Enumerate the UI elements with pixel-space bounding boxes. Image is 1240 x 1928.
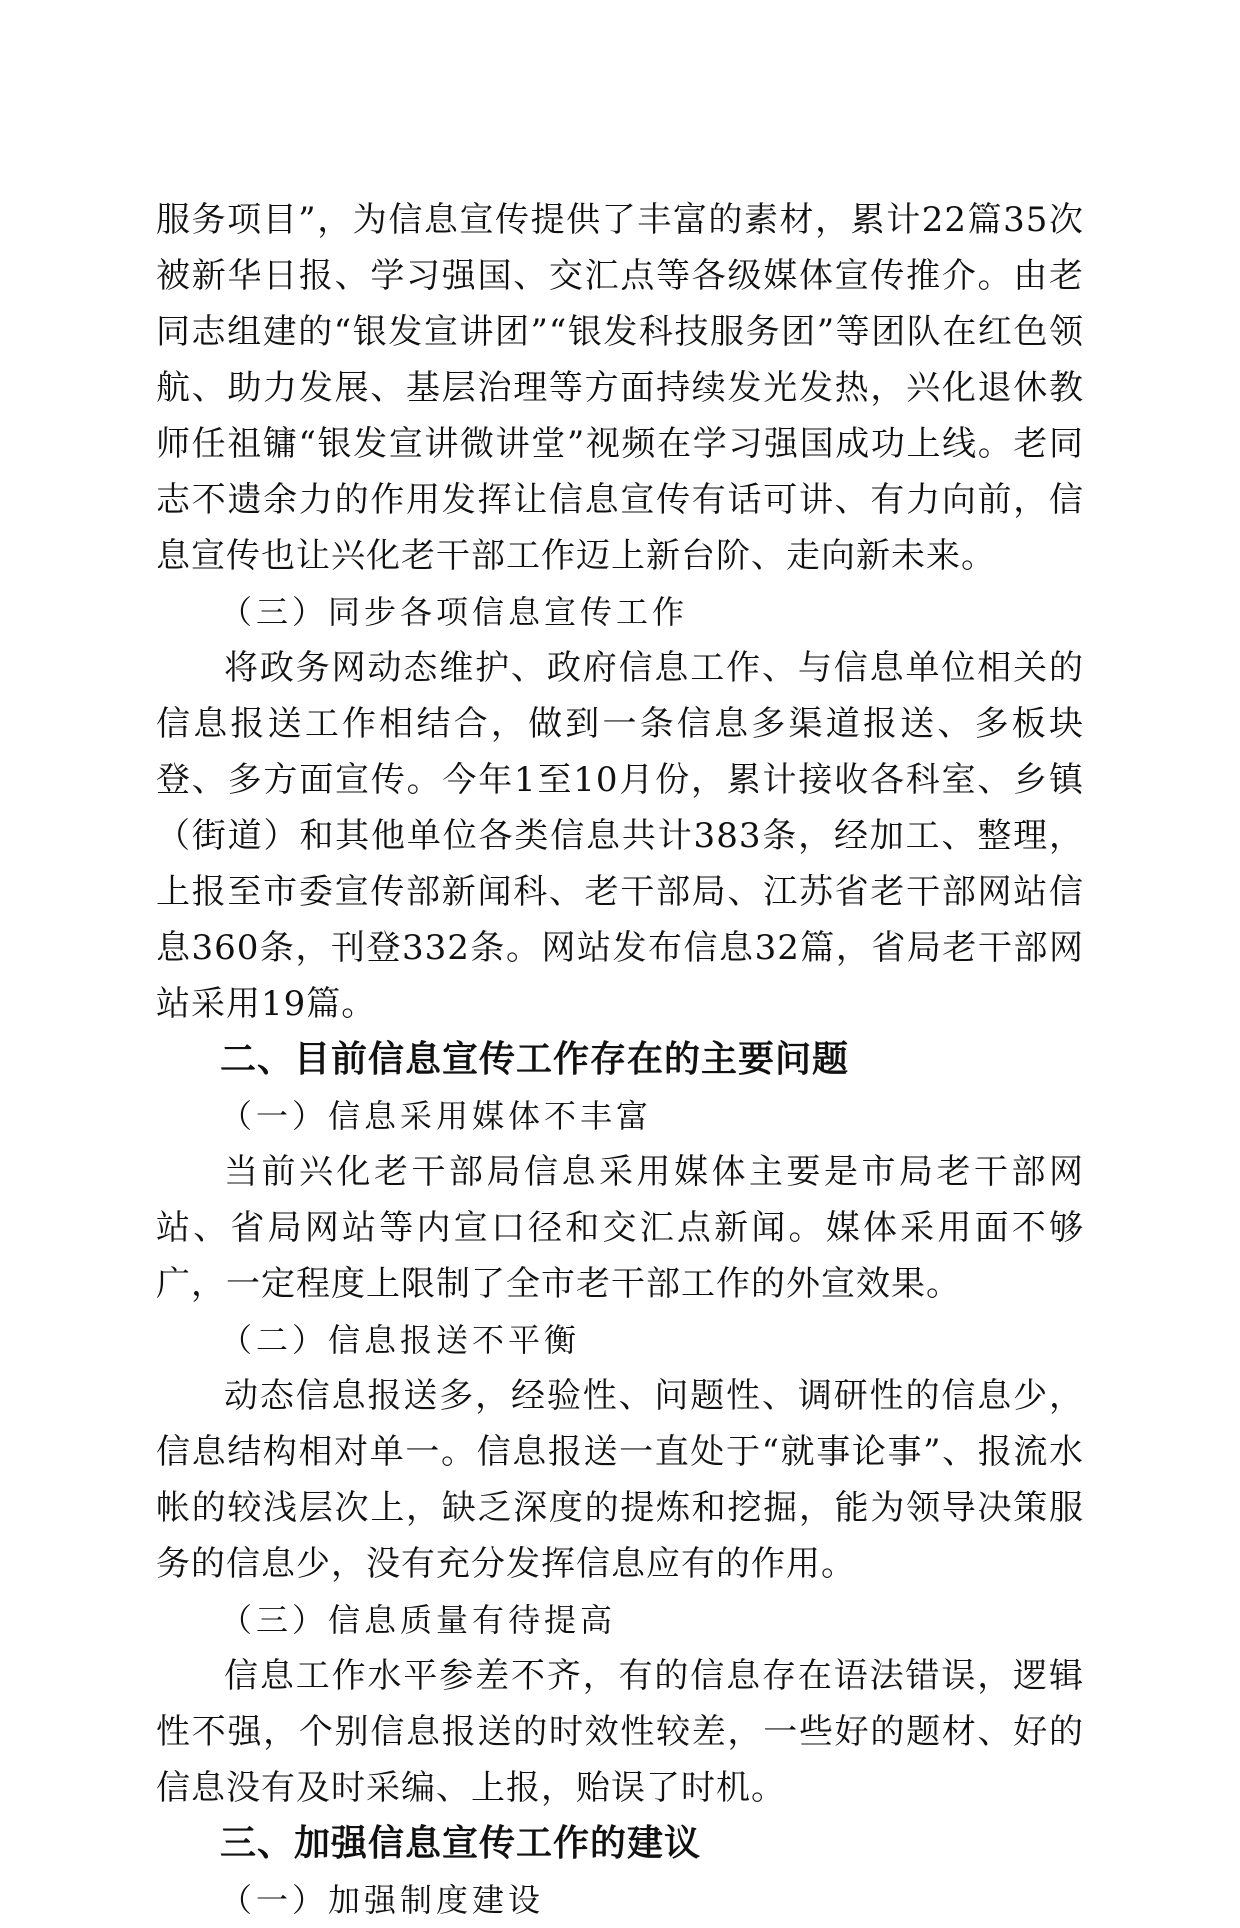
section-heading-suggestions: 三、加强信息宣传工作的建议 (220, 1823, 702, 1864)
paragraph-quality: 信息工作水平参差不齐，有的信息存在语法错误，逻辑性不强，个别信息报送的时效性较差，一些好的题材、好的信息没有及时采编、上报，贻误了时机。 (156, 1656, 1084, 1808)
document-body (156, 192, 1084, 1928)
subsection-heading-media: （一）信息采用媒体不丰富 (220, 1097, 653, 1135)
paragraph-imbalance: 动态信息报送多，经验性、问题性、调研性的信息少，信息结构相对单一。信息报送一直处于“就事论事”、报流水帐的较浅层次上，缺乏深度的提炼和挖掘，能为领导决策服务的信息少，没有充分发挥信息应有的作用。 (156, 1376, 1084, 1584)
subsection-heading-imbalance: （二）信息报送不平衡 (220, 1321, 581, 1359)
subsection-heading-quality: （三）信息质量有待提高 (220, 1601, 617, 1639)
paragraph-continued: 服务项目”，为信息宣传提供了丰富的素材，累计22篇35次被新华日报、学习强国、交汇点等各级媒体宣传推介。由老同志组建的“银发宣讲团”“银发科技服务团”等团队在红色领航、助力发展、基层治理等方面持续发光发热，兴化退休教师任祖镛“银发宣讲微讲堂”视频在学习强国成功上线。老同志不遗余力的作用发挥让信息宣传有话可讲、有力向前，信息宣传也让兴化老干部工作迈上新台阶、走向新未来。 (156, 200, 1084, 576)
section-heading-main-problems: 二、目前信息宣传工作存在的主要问题 (220, 1039, 850, 1080)
paragraph-sync-work: 将政务网动态维护、政府信息工作、与信息单位相关的信息报送工作相结合，做到一条信息多渠道报送、多板块登、多方面宣传。今年1至10月份，累计接收各科室、乡镇（街道）和其他单位各类信息共计383条，经加工、整理，上报至市委宣传部新闻科、老干部局、江苏省老干部网站信息360条，刊登332条。网站发布信息32篇，省局老干部网站采用19篇。 (156, 648, 1084, 1024)
paragraph-media: 当前兴化老干部局信息采用媒体主要是市局老干部网站、省局网站等内宣口径和交汇点新闻。媒体采用面不够广，一定程度上限制了全市老干部工作的外宣效果。 (156, 1152, 1084, 1304)
subsection-heading-sync-work: （三）同步各项信息宣传工作 (220, 593, 689, 631)
subsection-heading-system-building: （一）加强制度建设 (220, 1881, 545, 1919)
